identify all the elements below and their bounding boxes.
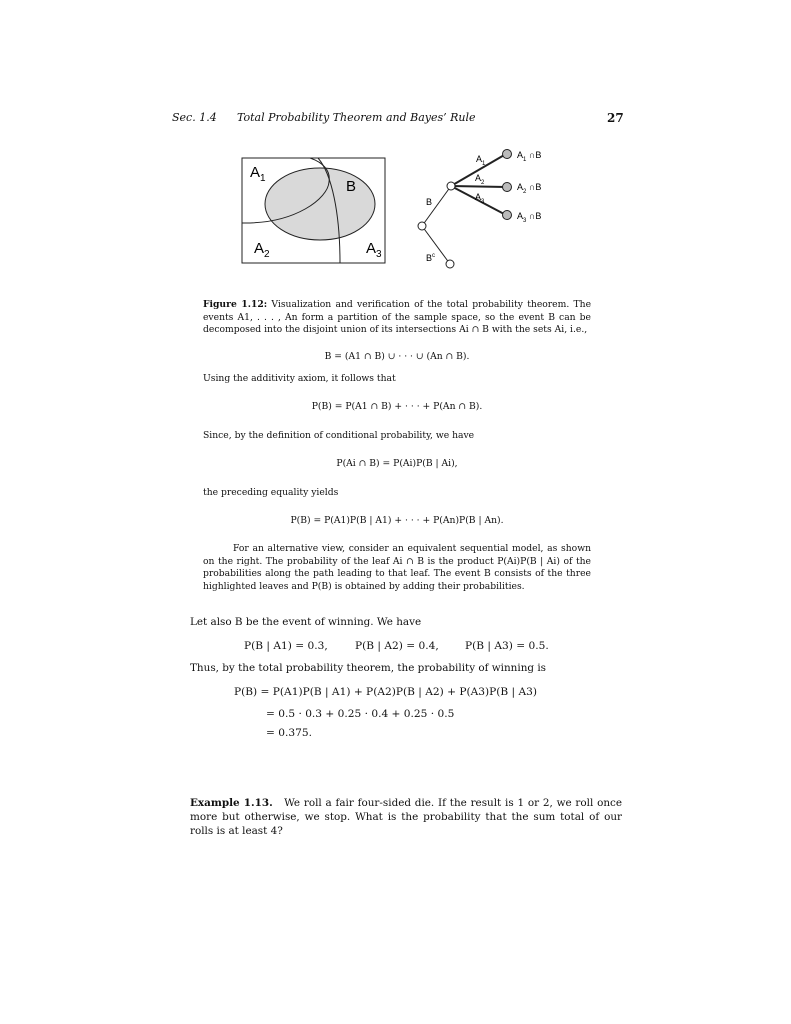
venn-diagram — [242, 158, 385, 263]
venn-label-a1: $A_1$ — [250, 164, 266, 184]
caption-equation-1: B = (A1 ∩ B) ∪ · · · ∪ (An ∩ B). — [324, 351, 470, 362]
calculation-line-1: P(B) = P(A1)P(B | A1) + P(A2)P(B | A2) + P(A3)P(B | A3) — [234, 686, 537, 698]
venn-label-a2: $A_2$ — [254, 240, 270, 260]
caption-equation-3: P(Ai ∩ B) = P(Ai)P(B | Ai), — [336, 458, 458, 469]
caption-label: Figure 1.12: — [203, 299, 268, 310]
caption-paragraph-1 — [203, 299, 591, 337]
running-title: Total Probability Theorem and Bayes’ Rule — [237, 111, 476, 124]
body-paragraph-1: Let also B be the event of winning. We have — [190, 616, 422, 628]
sequential-tree — [418, 150, 541, 269]
caption-equation-2: P(B) = P(A1 ∩ B) + · · · + P(An ∩ B). — [311, 401, 483, 412]
tree-leaf-label-a2b: $A_2$ ∩B — [517, 182, 542, 195]
calculation-line-3: = 0.375. — [266, 727, 312, 739]
tree-leaf-label-a3b: $A_3$ ∩B — [517, 211, 542, 224]
tree-b-node — [447, 182, 455, 190]
example-label: Example 1.13. — [190, 797, 273, 809]
event-b-ellipse — [265, 168, 375, 240]
venn-label-b: B — [346, 178, 357, 195]
tree-bc-node — [446, 260, 454, 268]
caption-text-4: the preceding equality yields — [203, 487, 339, 498]
venn-label-a3: $A_3$ — [366, 240, 382, 260]
caption-text-2: Using the additivity axiom, it follows that — [203, 373, 396, 384]
page-number: 27 — [607, 111, 624, 125]
body-paragraph-2: Thus, by the total probability theorem, the probability of winning is — [190, 662, 547, 674]
caption-equation-4: P(B) = P(A1)P(B | A1) + · · · + P(An)P(B | An). — [290, 515, 504, 526]
conditional-prob-a2: P(B | A2) = 0.4, — [355, 640, 439, 652]
caption-text-1: Visualization and verification of the total probability theorem. The events A1, . . . , An form a partition of the sample space, so the event B can be decomposed into the disjoint union of its intersections Ai ∩ B with the sets Ai, i.e., — [203, 299, 592, 336]
tree-root-node — [418, 222, 426, 230]
caption-text-5: For an alternative view, consider an equivalent sequential model, as shown on the right. The probability of the leaf Ai ∩ B is the product P(Ai)P(B | Ai) of the probabilities along the path leading to that leaf. The event B consists of the three highlighted leaves and P(B) is obtained by adding their probabilities. — [203, 543, 591, 592]
conditional-prob-a1: P(B | A1) = 0.3, — [244, 640, 328, 652]
tree-branch-a1: $A_1$ — [476, 154, 486, 167]
caption-text-3: Since, by the definition of conditional probability, we have — [203, 430, 475, 441]
example-text: We roll a fair four-sided die. If the result is 1 or 2, we roll once more but otherwise, we stop. What is the probability that the sum total of our rolls is at least 4? — [190, 797, 622, 837]
tree-label-b: B — [426, 197, 433, 207]
tree-leaf-a2b — [503, 183, 512, 192]
tree-leaf-a1b — [503, 150, 512, 159]
figure-1-12 — [236, 144, 596, 274]
tree-leaf-a3b — [503, 211, 512, 220]
conditional-prob-a3: P(B | A3) = 0.5. — [465, 640, 549, 652]
calculation-line-2: = 0.5 · 0.3 + 0.25 · 0.4 + 0.25 · 0.5 — [266, 708, 455, 720]
tree-branch-a3: $A_3$ — [475, 192, 485, 205]
example-1-13 — [190, 797, 622, 838]
section-label: Sec. 1.4 — [172, 111, 217, 124]
tree-leaf-label-a1b: $A_1$ ∩B — [517, 150, 542, 163]
tree-label-bc: $B^c$ — [426, 253, 436, 263]
tree-branch-a2: $A_2$ — [475, 173, 485, 186]
